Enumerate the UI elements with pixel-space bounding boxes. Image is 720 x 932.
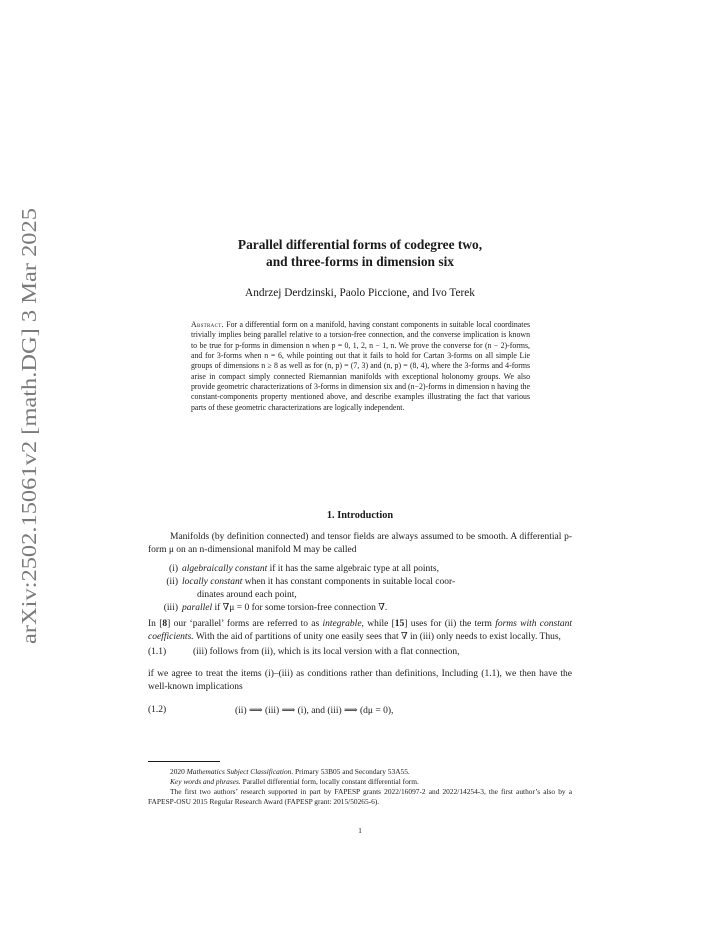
- footnote-rule: [148, 761, 220, 762]
- title-line-2: and three-forms in dimension six: [266, 254, 454, 269]
- list-item-text: if it has the same algebraic type at all points,: [267, 564, 439, 574]
- arxiv-stamp-text: arXiv:2502.15061v2 [math.DG] 3 Mar 2025: [17, 269, 41, 644]
- list-item-term: algebraically constant: [182, 564, 268, 574]
- equation-number: (1.2): [148, 705, 167, 715]
- list-item-continuation: [197, 589, 297, 602]
- intro-paragraph-1: Manifolds (by definition connected) and tensor fields are always assumed to be smooth. A differential p-form μ on an n-dimensional manifold M may be called: [148, 532, 572, 555]
- list-item-label: (i): [169, 564, 178, 574]
- list-item-text: dinates around each point,: [197, 590, 297, 600]
- intro-paragraph-2: In [8] our ‘parallel’ forms are referred to as integrable, while [15] uses for (ii) the term forms with constant coefficients. With the aid of partitions of unity one easily sees that ∇ in (iii) only needs to exist locally. Thus,: [148, 619, 572, 642]
- equation: (iii) follows from (ii), which is its local version with a flat connection,: [193, 647, 460, 657]
- section-heading: 1. Introduction: [326, 510, 394, 521]
- list-item-text: when it has constant components in suitable local coor-: [242, 577, 456, 587]
- equation-number: (1.1): [148, 647, 167, 657]
- list-item-label: (ii): [166, 577, 178, 587]
- abstract-label: Abstract.: [191, 320, 224, 329]
- list-item: [163, 602, 388, 615]
- list-item-text: if ∇μ = 0 for some torsion-free connection ∇.: [212, 603, 388, 613]
- footnote-funding: The first two authors’ research supported in part by FAPESP grants 2022/16097-2 and 2022/14254-3, the first author’s also by a FAPESP-OSU 2015 Regular Research Award (FAPESP grant: 2015/50265-6).: [148, 787, 572, 806]
- citation-ref: 15: [394, 619, 405, 629]
- intro-paragraph-3: if we agree to treat the items (i)–(iii) as conditions rather than definitions, Including (1.1), we then have the well-known implications: [148, 669, 572, 692]
- equation: (ii) ⟹ (iii) ⟹ (i), and (iii) ⟹ (dμ = 0),: [235, 706, 394, 716]
- list-item: [169, 563, 439, 576]
- author-list: Andrzej Derdzinski, Paolo Piccione, and Ivo Terek: [245, 287, 475, 299]
- citation-ref: 8: [162, 619, 168, 629]
- title-line-1: Parallel differential forms of codegree two,: [237, 237, 483, 252]
- list-item-label: (iii): [163, 603, 178, 613]
- emphasis-term: forms with constant coefficients.: [148, 619, 572, 642]
- page-number: 1: [358, 826, 362, 835]
- list-item-term: locally constant: [182, 577, 243, 587]
- abstract-text: For a differential form on a manifold, having constant components in suitable local coordinates trivially implies being parallel relative to a torsion-free connection, and the converse implication is known to be true for p-forms in dimension n when p = 0, 1, 2, n − 1, n. We prove the converse for (n − 2)-forms, and for 3-forms when n = 6, while pointing out that it fails to hold for Cartan 3-forms on all simple Lie groups of dimensions n ≥ 8 as well as for (n, p) = (7, 3) and (n, p) = (8, 4), where the 3-forms and 4-forms arise in compact simply connected Riemannian manifolds with exceptional holonomy groups. We also provide geometric characterizations of 3-forms in dimension six and (n−2)-forms in dimension n having the constant-components property mentioned above, and describe examples illustrating the fact that various parts of these geometric characterizations are logically independent.: [191, 320, 530, 412]
- abstract: [191, 320, 530, 413]
- paper-title: [150, 236, 570, 270]
- list-item-term: parallel: [182, 603, 213, 613]
- emphasis-term: integrable: [322, 619, 362, 629]
- footnote-msc: 2020 Mathematics Subject Classification. Primary 53B05 and Secondary 53A55.: [170, 767, 410, 776]
- footnote-keywords: Key words and phrases. Parallel differential form, locally constant differential form.: [170, 777, 419, 786]
- list-item: [166, 576, 456, 589]
